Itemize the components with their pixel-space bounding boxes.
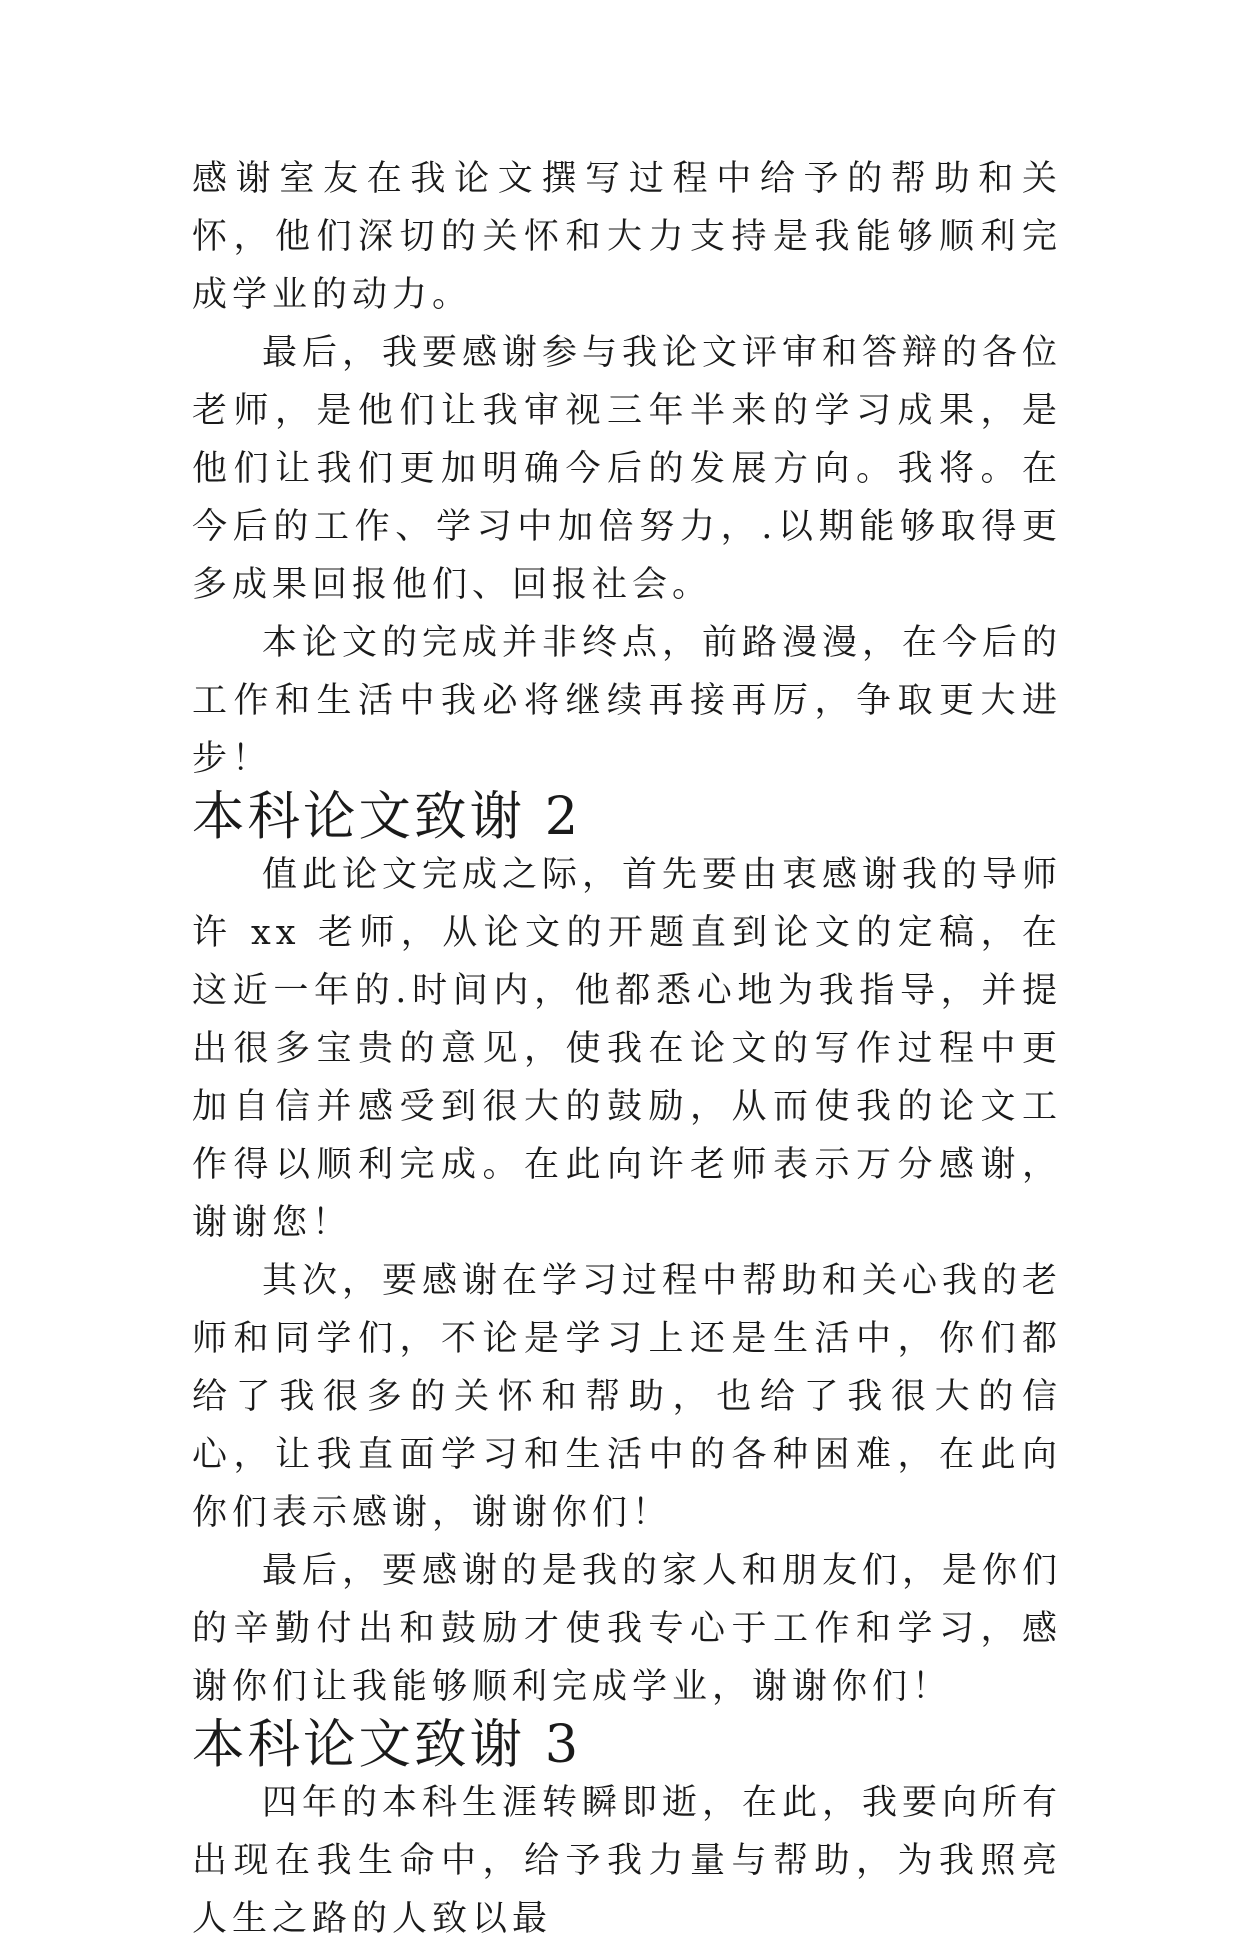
paragraph-closing: 本论文的完成并非终点，前路漫漫，在今后的工作和生活中我必将继续再接再厉，争取更大进步！ bbox=[192, 623, 1063, 779]
paragraph-teachers-classmates-thanks: 其次，要感谢在学习过程中帮助和关心我的老师和同学们，不论是学习上还是生活中，你们都给了我很多的关怀和帮助，也给了我很大的信心，让我直面学习和生活中的各种困难，在此向你们表示感谢，谢谢你们！ bbox=[192, 1261, 1063, 1533]
paragraph-four-years: 四年的本科生涯转瞬即逝，在此，我要向所有出现在我生命中，给予我力量与帮助，为我照亮人生之路的人致以最 bbox=[192, 1783, 1063, 1939]
paragraph-reviewers-thanks: 最后，我要感谢参与我论文评审和答辩的各位老师，是他们让我审视三年半来的学习成果，是他们让我们更加明确今后的发展方向。我将。在今后的工作、学习中加倍努力，.以期能够取得更多成果回报他们、回报社会。 bbox=[192, 333, 1063, 605]
section-heading-3: 本科论文致谢 3 bbox=[192, 1714, 582, 1775]
section-heading-2: 本科论文致谢 2 bbox=[192, 786, 582, 847]
paragraph-advisor-thanks: 值此论文完成之际，首先要由衷感谢我的导师许 xx 老师，从论文的开题直到论文的定稿，在这近一年的.时间内，他都悉心地为我指导，并提出很多宝贵的意见，使我在论文的写作过程中更加自信并感受到很大的鼓励，从而使我的论文工作得以顺利完成。在此向许老师表示万分感谢，谢谢您！ bbox=[192, 855, 1063, 1243]
paragraph-roommate-thanks: 感谢室友在我论文撰写过程中给予的帮助和关怀，他们深切的关怀和大力支持是我能够顺利完成学业的动力。 bbox=[192, 159, 1062, 315]
document-body bbox=[192, 150, 1062, 1948]
paragraph-family-friends-thanks: 最后，要感谢的是我的家人和朋友们，是你们的辛勤付出和鼓励才使我专心于工作和学习，感谢你们让我能够顺利完成学业，谢谢你们！ bbox=[192, 1551, 1063, 1707]
